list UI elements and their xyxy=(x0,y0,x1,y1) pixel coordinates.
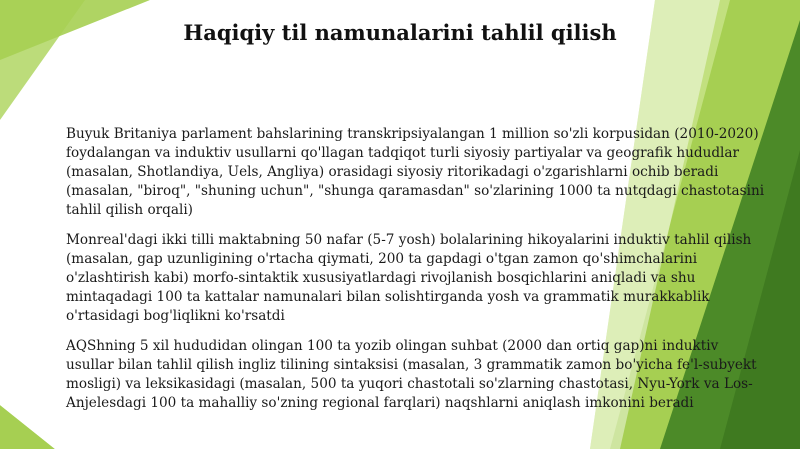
slide-body xyxy=(66,125,766,424)
paragraph-uk-parliament: Buyuk Britaniya parlament bahslarining transkripsiyalangan 1 million so'zli korpusidan (2010-2020) foydalangan va induktiv usullarni qo'llagan tadqiqot turli siyosiy partiyalar va geografik hududlar (masalan, Shotlandiya, Uels, Angliya) orasidagi siyosiy ritorikadagi o'zgarishlarni ochib beradi (masalan, "biroq", "shuning uchun", "shunga qaramasdan" so'zlarining 1000 ta nutqdagi chastotasini tahlil qilish orqali) xyxy=(66,126,765,218)
paragraph-usa-conversations: AQShning 5 xil hududidan olingan 100 ta yozib olingan suhbat (2000 dan ortiq gap)ni induktiv usullar bilan tahlil qilish ingliz tilining sintaksisi (masalan, 3 grammatik zamon bo'yicha fe'l-subyekt mosligi) va leksikasidagi (masalan, 500 ta yuqori chastotali so'zlarning chastotasi, Nyu-York va Los-Anjelesdagi 100 ta mahalliy so'zning regional farqlari) naqshlarni aniqlash imkonini beradi xyxy=(66,338,757,411)
slide-title: Haqiqiy til namunalarini tahlil qilish xyxy=(183,20,617,45)
paragraph-montreal-school: Monreal'dagi ikki tilli maktabning 50 nafar (5-7 yosh) bolalarining hikoyalarini induktiv tahlil qilish (masalan, gap uzunligining o'rtacha qiymati, 200 ta gapdagi o'tgan zamon qo'shimchalarini o'zlashtirish kabi) morfo-sintaktik xususiyatlardagi rivojlanish bosqichlarini aniqladi va shu mintaqadagi 100 ta kattalar namunalari bilan solishtirganda yosh va grammatik murakkablik o'rtasidagi bog'liqlikni ko'rsatdi xyxy=(66,232,752,324)
